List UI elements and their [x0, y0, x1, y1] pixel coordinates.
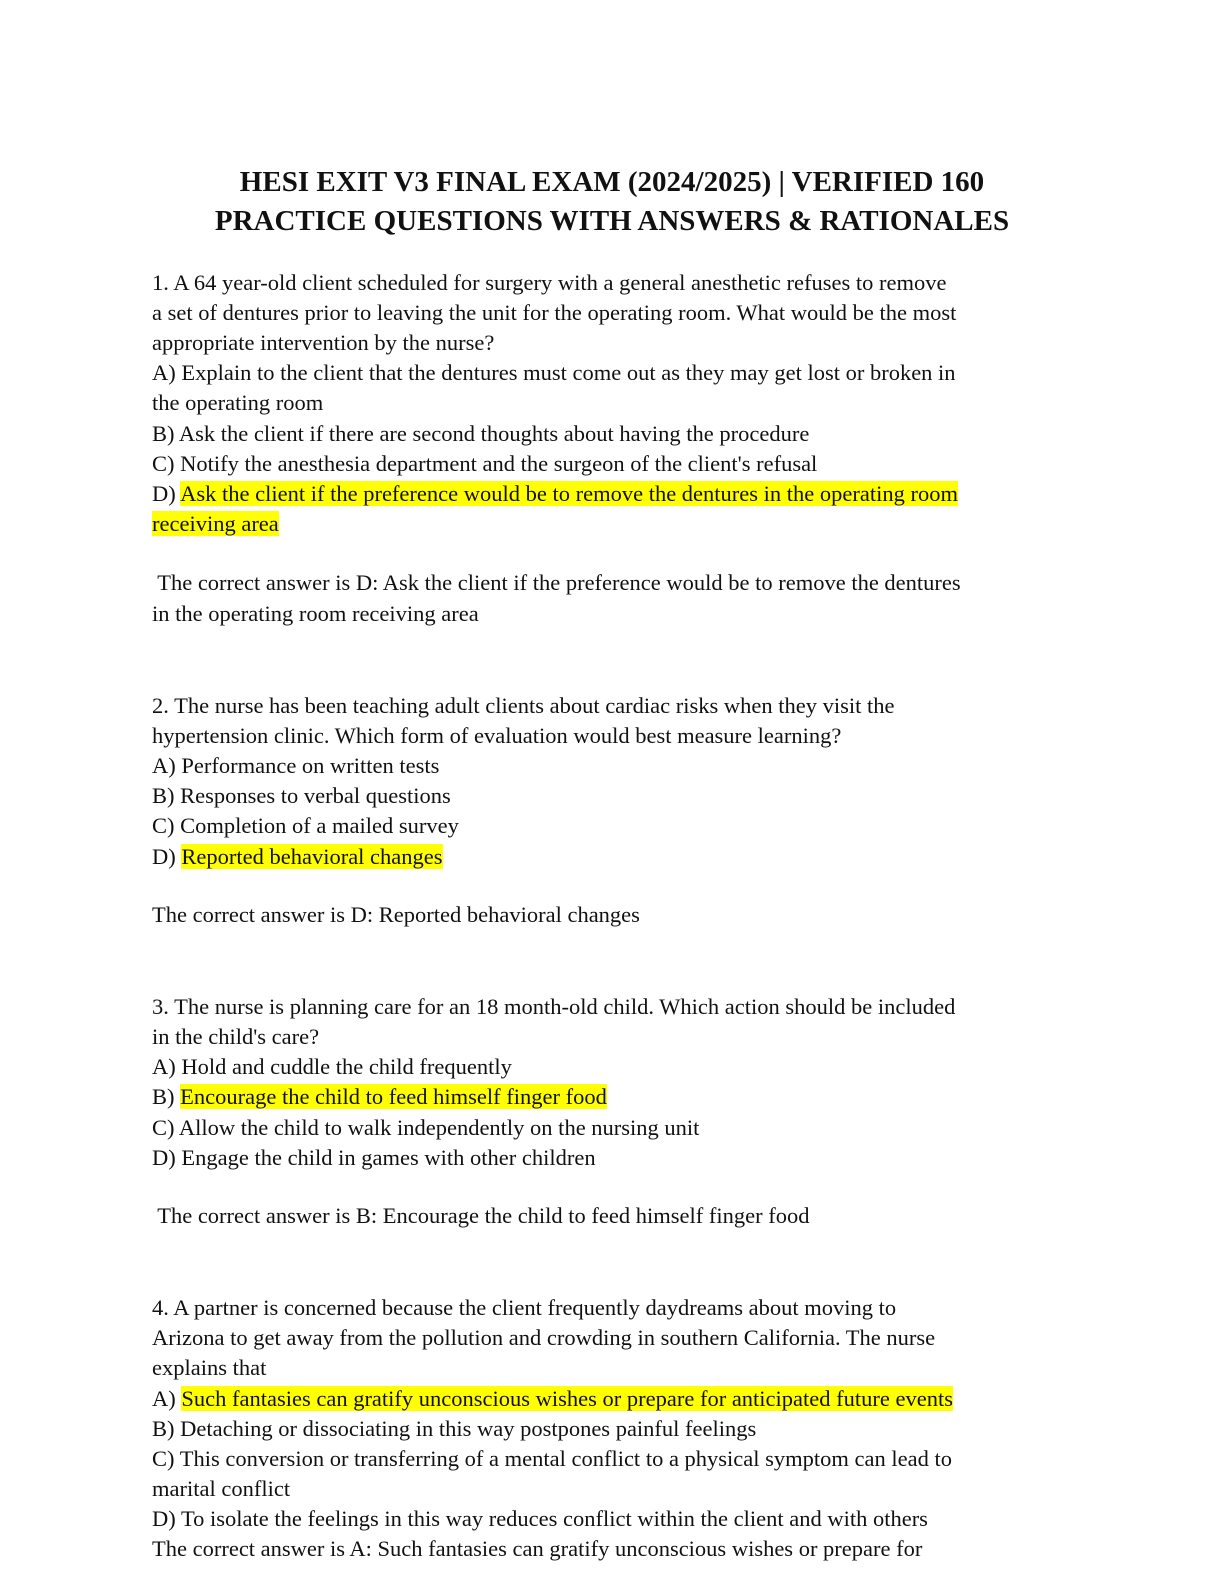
- q3-stem-line-2: in the child's care?: [152, 1024, 320, 1049]
- q1-option-c: C) Notify the anesthesia department and the surgeon of the client's refusal: [152, 451, 818, 476]
- q3-option-b-prefix: B): [152, 1084, 181, 1109]
- q1-option-b: B) Ask the client if there are second thoughts about having the procedure: [152, 421, 810, 446]
- document-title-line-1: HESI EXIT V3 FINAL EXAM (2024/2025) | VERIFIED 160: [239, 166, 985, 198]
- q4-stem-line-2: Arizona to get away from the pollution and crowding in southern California. The nurse: [152, 1325, 936, 1350]
- q4-stem-line-3: explains that: [152, 1355, 267, 1380]
- q4-option-c-line-1: C) This conversion or transferring of a mental conflict to a physical symptom can lead to: [152, 1446, 952, 1471]
- q4-option-a: [152, 1384, 953, 1414]
- q4-option-a-prefix: A): [152, 1386, 182, 1411]
- q4-answer: The correct answer is A: Such fantasies can gratify unconscious wishes or prepare for: [152, 1536, 923, 1561]
- q3-option-c: C) Allow the child to walk independently on the nursing unit: [152, 1115, 700, 1140]
- document-title-line-2: PRACTICE QUESTIONS WITH ANSWERS & RATIONALES: [214, 205, 1010, 237]
- q1-option-d-highlighted-cont: receiving area: [152, 511, 279, 536]
- q3-stem-line-1: 3. The nurse is planning care for an 18 month-old child. Which action should be included: [152, 994, 956, 1019]
- q4-option-c-line-2: marital conflict: [152, 1476, 291, 1501]
- q3-option-d: D) Engage the child in games with other children: [152, 1145, 596, 1170]
- q4-option-a-highlighted: Such fantasies can gratify unconscious wishes or prepare for anticipated future events: [181, 1386, 953, 1411]
- q4-option-b: B) Detaching or dissociating in this way postpones painful feelings: [152, 1416, 757, 1441]
- q2-option-d-highlighted: Reported behavioral changes: [181, 844, 443, 869]
- q2-option-b: B) Responses to verbal questions: [152, 783, 451, 808]
- q1-option-d-highlighted: Ask the client if the preference would be to remove the dentures in the operating room: [180, 481, 958, 506]
- q1-option-d-line-2: [152, 509, 279, 539]
- q2-option-d-prefix: D): [152, 844, 182, 869]
- q1-answer-line-1: The correct answer is D: Ask the client if the preference would be to remove the dentures: [152, 570, 961, 595]
- q2-stem-line-1: 2. The nurse has been teaching adult clients about cardiac risks when they visit the: [152, 693, 895, 718]
- q4-option-d: D) To isolate the feelings in this way reduces conflict within the client and with others: [152, 1506, 928, 1531]
- q2-answer: The correct answer is D: Reported behavioral changes: [152, 902, 640, 927]
- q1-option-a-line-2: the operating room: [152, 390, 324, 415]
- q2-option-c: C) Completion of a mailed survey: [152, 813, 459, 838]
- q3-option-a: A) Hold and cuddle the child frequently: [152, 1054, 512, 1079]
- q4-stem-line-1: 4. A partner is concerned because the client frequently daydreams about moving to: [152, 1295, 897, 1320]
- q1-answer-line-2: in the operating room receiving area: [152, 601, 479, 626]
- q1-stem-line-2: a set of dentures prior to leaving the unit for the operating room. What would be the most: [152, 300, 957, 325]
- q1-stem-line-3: appropriate intervention by the nurse?: [152, 330, 495, 355]
- q1-option-d-line-1: [152, 479, 958, 509]
- q1-stem-line-1: 1. A 64 year-old client scheduled for surgery with a general anesthetic refuses to remove: [152, 270, 947, 295]
- q2-option-d: [152, 842, 443, 872]
- q3-option-b-highlighted: Encourage the child to feed himself finger food: [180, 1084, 607, 1109]
- q1-option-d-prefix: D): [152, 481, 181, 506]
- q2-option-a: A) Performance on written tests: [152, 753, 440, 778]
- q1-option-a-line-1: A) Explain to the client that the dentures must come out as they may get lost or broken in: [152, 360, 956, 385]
- q3-option-b: [152, 1082, 607, 1112]
- q2-stem-line-2: hypertension clinic. Which form of evaluation would best measure learning?: [152, 723, 842, 748]
- q3-answer: The correct answer is B: Encourage the child to feed himself finger food: [152, 1203, 810, 1228]
